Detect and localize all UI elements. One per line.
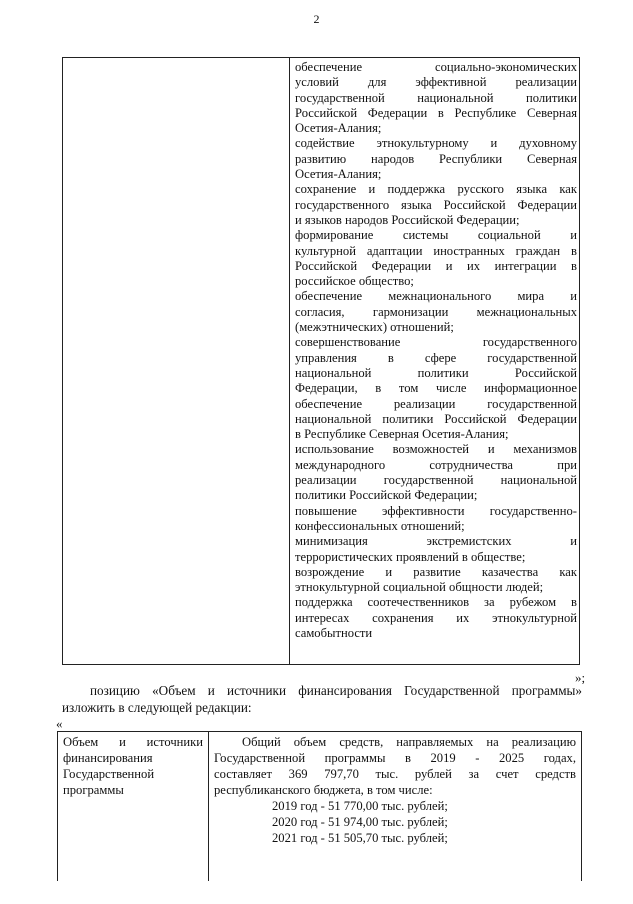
goal-text-line: культурной адаптации иностранных граждан в [295,243,577,258]
page-number: 2 [313,12,320,26]
goal-text-line: самобытности [295,625,373,640]
goal-text-line: управления в сфере государственной [295,350,577,365]
funding-year-line: 2021 год - 51 505,70 тыс. рублей; [272,831,448,845]
goal-text-line: национальной политики Российской [295,365,577,380]
goal-text-line: возрождение и развитие казачества как [295,564,577,579]
goal-text-line: (межэтнических) отношений; [295,320,454,335]
goal-text-line: формирование системы социальной и [295,228,577,243]
goal-text-line: и языков народов Российской Федерации; [295,212,520,227]
opening-quote: « [56,716,63,731]
goal-text-line: конфессиональных отношений; [295,518,465,533]
instruction-line-2: изложить в следующей редакции: [62,700,252,715]
goal-text-line: реализации государственной национальной [295,473,577,488]
goal-text-line: государственной национальной политики [295,90,577,105]
goal-text-line: в Республике Северная Осетия-Алания; [295,427,509,442]
funding-year-line: 2019 год - 51 770,00 тыс. рублей; [272,799,448,813]
funding-text-line: составляет 369 797,70 тыс. рублей за счет средств [214,767,576,781]
goal-text-line: совершенствование государственного [295,335,577,350]
closing-quote: »; [575,670,586,685]
goal-text-line: террористических проявлений в обществе; [295,549,526,564]
funding-label-line: программы [63,783,124,797]
goal-text-line: обеспечение межнационального мира и [295,289,577,304]
goal-text-line: согласия, гармонизации межнациональных [295,304,577,319]
funding-label-cell [63,734,203,798]
funding-table [57,731,582,881]
funding-label-line: финансирования [63,751,153,765]
funding-label-line: Государственной [63,767,155,781]
goal-text-line: этнокультурной социальной общности людей; [295,580,544,595]
goal-text-line: Российской Федерации в Республике Северная [295,105,577,120]
program-goals-table [62,57,580,665]
goal-text-line: Осетия-Алания; [295,167,382,182]
goal-text-line: обеспечение реализации государственной [295,396,577,411]
goal-text-line: государственного языка Российской Федерации [295,197,577,212]
goal-text-line: Осетия-Алания; [295,121,382,136]
goal-text-line: сохранение и поддержка русского языка как [295,182,577,197]
goal-text-line: российское общество; [295,274,414,289]
goal-text-line: использование возможностей и механизмов [295,442,577,457]
goal-text-line: Российской Федерации и их интеграции в [295,258,577,273]
goal-text-line: интересах сохранения их этнокультурной [295,610,577,625]
goal-text-line: политики Российской Федерации; [295,488,478,503]
goal-text-line: повышение эффективности государственно- [295,503,577,518]
funding-year-line: 2020 год - 51 974,00 тыс. рублей; [272,815,448,829]
funding-text-line: Общий объем средств, направляемых на реализацию [242,735,576,749]
goal-text-line: национальной политики Российской Федерации [295,411,577,426]
instruction-paragraph [62,682,582,716]
goal-text-line: международного сотрудничества при [295,457,577,472]
goal-text-line: минимизация экстремистских и [295,534,577,549]
funding-text-cell [214,734,576,846]
goal-text-line: содействие этнокультурному и духовному [295,136,577,151]
program-goals-cell [295,60,577,641]
goal-text-line: обеспечение социально-экономических [295,60,577,74]
goal-text-line: Федерации, в том числе информационное [295,381,577,396]
table-column-divider [208,732,209,881]
instruction-line-1: позицию «Объем и источники финансирования Государственной программы» [90,683,582,698]
funding-text-line: Государственной программы в 2019 - 2025 годах, [214,751,576,765]
goal-text-line: условий для эффективной реализации [295,75,577,90]
goal-text-line: поддержка соотечественников за рубежом в [295,595,577,610]
funding-text-line: республиканского бюджета, в том числе: [214,783,433,797]
table-column-divider [289,58,290,664]
goal-text-line: развитию народов Республики Северная [295,151,577,166]
funding-label-line: Объем и источники [63,735,203,749]
